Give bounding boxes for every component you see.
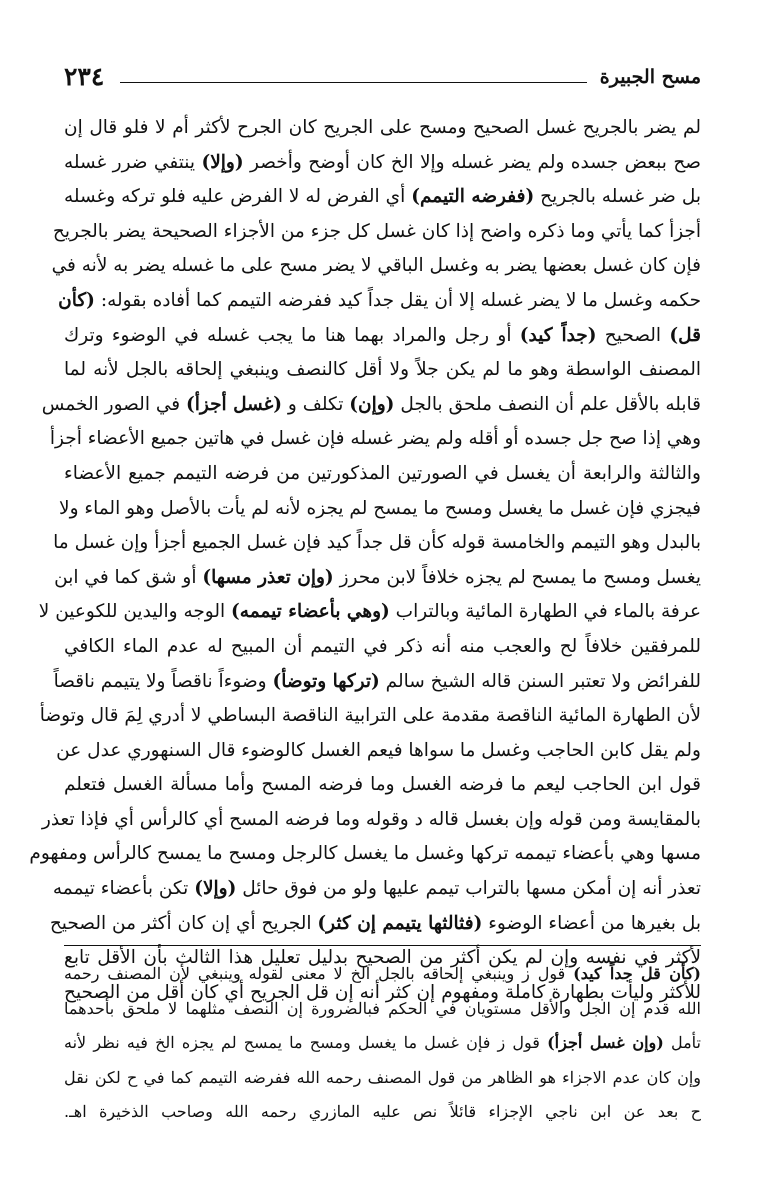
- text-run: تكلف و: [282, 393, 350, 415]
- bold-matn-run: (غسل أجزأ): [185, 393, 283, 415]
- text-run: المصنف الواسطة وهو ما لم يكن جلاً ولا أقل كالنصف وينبغي إلحاقه بالجل لأنه لما: [64, 359, 701, 381]
- text-line: [64, 353, 701, 388]
- text-run: قابله بالأقل علم أن النصف ملحق بالجل: [394, 393, 701, 415]
- bold-matn-run: (وإلا): [194, 878, 237, 900]
- text-run: قول ز وينبغي إلحاقه بالجل الخ لا معنى لقوله وينبغي لأن المصنف رحمه: [64, 964, 574, 983]
- text-line: [64, 111, 701, 146]
- text-line: [59, 492, 701, 527]
- text-run: للأكثر وليأت بطهارة كاملة ومفهوم إن كثر أنه إن قل الجريح أي كان أقل من الصحيح: [64, 981, 701, 1003]
- text-run: الصحيح: [596, 324, 670, 346]
- text-line: [64, 457, 701, 492]
- main-text: [29, 111, 702, 1010]
- bold-matn-run: (وإن تعذر مسها): [202, 566, 334, 588]
- bold-matn-run: (وهي بأعضاء تيممه): [231, 601, 390, 623]
- text-line: [64, 146, 701, 181]
- bold-matn-run: (فثالثها يتيمم إن كثر): [317, 912, 483, 934]
- text-line: [29, 837, 701, 872]
- text-run: الجريح أي إن كان أكثر من الصحيح: [49, 912, 318, 934]
- bold-matn-run: (تركها وتوضأ): [272, 670, 380, 692]
- page-header: [64, 60, 701, 100]
- text-line: [58, 284, 701, 319]
- text-run: الوجه واليدين للكوعين لا: [38, 601, 232, 623]
- text-line: [64, 768, 701, 803]
- text-line: [38, 595, 701, 630]
- bold-matn-run: (جداً كيد): [519, 324, 597, 346]
- text-run: وهي إذا صح جل جسده أو أقله ولم يضر غسله فإن غسل في هاتين جميع الأعضاء أجزأ: [49, 428, 701, 450]
- text-run: بالمقايسة ومن قوله وإن بغسل قاله د وقوله وما فرضه المسح أي كالرأس أي فإذا تعذر: [41, 808, 701, 830]
- text-line: [52, 215, 701, 250]
- text-run: بل ضر غسله بالجريح: [534, 186, 702, 208]
- text-run: أو رجل والمراد بهما هنا ما يجب غسله في الوضوء وترك: [64, 324, 520, 346]
- text-run: قول ابن الحاجب ليعم ما فرضه الغسل وما فرضه المسح وأما مسألة الغسل فتعلم: [64, 774, 701, 796]
- text-line: [64, 1027, 701, 1062]
- footnotes: [64, 958, 701, 1131]
- page-number: ٢٣٤: [64, 62, 105, 91]
- text-line: [54, 561, 701, 596]
- footnote-divider: [64, 945, 701, 946]
- text-run: لأكثر في نفسه وإن لم يكن أكثر من الصحيح بدليل تعليل هذا الثالث بأن الأقل تابع: [64, 947, 701, 969]
- text-run: وإن كان عدم الاجزاء هو الظاهر من قول المصنف رحمه الله ففرضه التيمم كما في ح لكن نقل: [64, 1067, 701, 1087]
- bold-matn-run: (وإلا): [201, 151, 244, 173]
- text-run: والثالثة والرابعة أن يغسل في الصورتين المذكورتين من فرضه التيمم جميع الأعضاء: [64, 462, 701, 484]
- text-run: للفرائض ولا تعتبر السنن قاله الشيخ سالم: [379, 670, 701, 692]
- bold-matn-run: (كأن قل جداً كيد): [573, 964, 702, 983]
- bold-matn-run: (كأن: [58, 289, 95, 311]
- text-run: تعذر أنه إن أمكن مسها بالتراب تيمم عليها ولو من فوق حائل: [236, 878, 701, 900]
- bold-matn-run: قل): [669, 324, 701, 346]
- bold-matn-run: (وإن غسل أجزأ): [547, 1033, 664, 1053]
- text-line: [64, 1062, 701, 1097]
- text-run: أو شق كما في ابن: [54, 566, 203, 588]
- text-line: [64, 319, 701, 354]
- text-run: تكن بأعضاء تيممه: [52, 878, 195, 900]
- text-run: بالبدل وهو التيمم والخامسة قوله كأن قل جداً كيد فإن غسل الجميع أجزأ وإن غسل ما: [53, 532, 701, 554]
- text-run: تأمل: [663, 1033, 701, 1053]
- text-line: [56, 734, 701, 769]
- text-line: [49, 422, 701, 457]
- text-run: ينتفي ضرر غسله: [64, 151, 202, 173]
- text-run: حكمه وغسل ما لا يضر غسله إلا أن يقل جداً كيد ففرضه التيمم كما أفاده بقوله:: [94, 289, 701, 311]
- text-run: لم يضر بالجريح غسل الصحيح ومسح على الجريح كان الجرح لأكثر أم لا فلو قال إن: [64, 117, 701, 138]
- text-run: عرفة بالماء في الطهارة المائية وبالتراب: [389, 601, 701, 623]
- text-run: صح ببعض جسده ولم يضر غسله وإلا الخ كان أوضح وأخصر: [243, 151, 701, 173]
- text-line: [39, 699, 701, 734]
- header-rule: [120, 82, 587, 83]
- text-run: بل بغيرها من أعضاء الوضوء: [482, 912, 701, 934]
- text-line: [41, 803, 701, 838]
- text-run: مسها وهي بأعضاء تيممه تركها وغسل ما يغسل كالرجل ومسح ما يمسح كالرأس ومفهوم: [29, 843, 701, 865]
- text-line: [64, 630, 701, 665]
- text-run: فإن كان غسل بعضها يضر به وغسل الباقي لا يضر مسح على ما غسله يضر به لأنه في: [51, 255, 701, 277]
- running-title: مسح الجبيرة: [599, 66, 701, 88]
- text-line: [51, 249, 701, 284]
- text-line: [41, 388, 701, 423]
- text-run: قول ز فإن غسل ما يغسل ومسح ما يمسح لم يجزه الخ فيه نظر لأنه: [64, 1033, 548, 1053]
- text-run: وضوءاً ناقصاً ولا يتيمم ناقصاً: [53, 670, 273, 692]
- text-line: [64, 1096, 701, 1131]
- bold-matn-run: (وإن): [349, 393, 395, 415]
- text-run: أي الفرض له لا الفرض عليه فلو تركه وغسله: [64, 186, 412, 208]
- text-line: [64, 993, 701, 1028]
- text-run: في الصور الخمس: [41, 393, 186, 415]
- text-line: [52, 872, 701, 907]
- text-line: [49, 907, 701, 942]
- text-run: أجزأ كما يأتي وما ذكره واضح إذا كان غسل كل جزء من الأجزاء الصحيحة يضر بالجريح: [52, 220, 701, 242]
- text-run: الله قدم إن الجل والأقل مستويان في الحكم فبالضرورة إن النصف مثلهما لا ملحق بأحدهما: [64, 998, 702, 1018]
- text-run: لأن الطهارة المائية الناقصة مقدمة على الترابية الناقصة البساطي لا أدري لِمَ قال وتوضأ: [39, 705, 701, 727]
- text-line: [64, 180, 701, 215]
- text-line: [53, 526, 701, 561]
- text-run: يغسل ومسح ما يمسح لم يجزه خلافاً لابن محرز: [333, 566, 701, 588]
- text-run: فيجزي فإن غسل ما يغسل ومسح ما يمسح لم يجزه لأنه لم يأت بالأصل وهو الماء ولا: [59, 497, 701, 519]
- text-line: [64, 958, 701, 993]
- text-run: ولم يقل كابن الحاجب وغسل ما سواها فيعم الغسل كالوضوء قال السنهوري عدل عن: [56, 739, 701, 761]
- text-run: ح بعد عن ابن ناجي الإجزاء قائلاً نص عليه المازري رحمه الله وصاحب الذخيرة اهـ.: [64, 1102, 701, 1122]
- bold-matn-run: (ففرضه التيمم): [411, 186, 535, 208]
- text-run: للمرفقين خلافاً لح والعجب منه أنه ذكر في التيمم أن المبيح له عدم الماء الكافي: [64, 635, 701, 657]
- text-line: [53, 665, 701, 700]
